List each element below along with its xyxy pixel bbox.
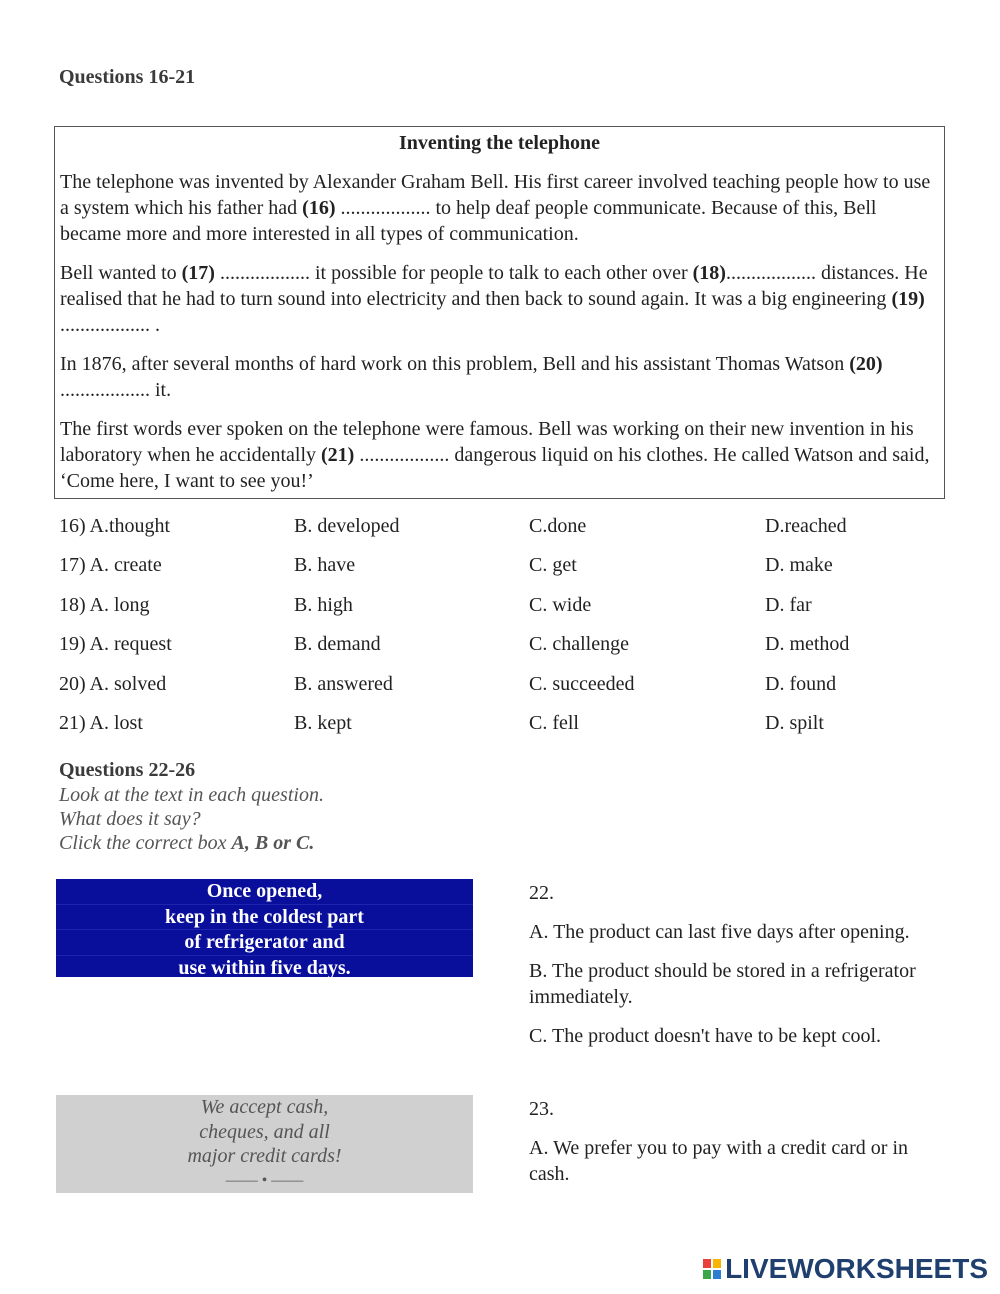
option-18-b[interactable]: B. high: [294, 594, 353, 616]
sign-22-line-3: of refrigerator and: [56, 930, 473, 956]
option-21-a[interactable]: 21) A. lost: [59, 712, 143, 734]
option-20-c[interactable]: C. succeeded: [529, 673, 635, 695]
options-row-20: [59, 673, 959, 699]
options-row-18: [59, 594, 959, 620]
question-22-option-a[interactable]: A. The product can last five days after opening.: [529, 921, 910, 943]
options-row-21: [59, 712, 959, 738]
passage-paragraph-3: In 1876, after several months of hard work on this problem, Bell and his assistant Thomas Watson (20) .................. it.: [60, 353, 883, 401]
notice-sign-23: [56, 1095, 473, 1193]
question-22: [529, 880, 949, 1049]
notice-sign-22: [56, 879, 473, 977]
option-19-d[interactable]: D. method: [765, 633, 850, 655]
gap-16-label: (16): [302, 197, 336, 219]
question-23-number: 23.: [529, 1098, 554, 1120]
gap-19: .................. .: [60, 314, 160, 336]
gap-16: .................. to help deaf people communicate. Because of this, Bell became more and more interested in all types of communication.: [60, 197, 877, 245]
option-18-c[interactable]: C. wide: [529, 594, 592, 616]
option-19-b[interactable]: B. demand: [294, 633, 381, 655]
gap-21: .................. dangerous liquid on his clothes. He called Watson and said, ‘Come here, I want to see you!’: [60, 444, 930, 492]
instructions: [59, 783, 324, 855]
passage-box: [54, 126, 945, 499]
passage-title: Inventing the telephone: [398, 132, 601, 154]
gap-17-label: (17): [181, 262, 215, 284]
passage-paragraph-1: The telephone was invented by Alexander Graham Bell. His first career involved teaching people how to use a system which his father had (16) .................. to help deaf people communicate. Because of this, Bell became more and more interested in all types of communication.: [60, 171, 931, 245]
sign-22-line-2: keep in the coldest part: [56, 905, 473, 931]
option-16-d[interactable]: D.reached: [765, 515, 847, 537]
option-17-c[interactable]: C. get: [529, 554, 577, 576]
sign-23-line-1: We accept cash,: [200, 1096, 329, 1118]
liveworksheets-logo-icon: [702, 1257, 722, 1281]
instruction-line-2: What does it say?: [59, 808, 201, 830]
option-21-c[interactable]: C. fell: [529, 712, 579, 734]
question-22-number: 22.: [529, 882, 554, 904]
option-21-d[interactable]: D. spilt: [765, 712, 824, 734]
option-19-a[interactable]: 19) A. request: [59, 633, 172, 655]
liveworksheets-logo[interactable]: [702, 1253, 988, 1285]
section-heading-22-26: Questions 22-26: [59, 759, 196, 781]
sign-23-line-3: major credit cards!: [187, 1145, 342, 1167]
option-18-d[interactable]: D. far: [765, 594, 812, 616]
passage-paragraph-2: Bell wanted to (17) .................. it possible for people to talk to each other over (18).................. distances. He realised that he had to turn sound into electricity and then back to sound again. It was a big engineering (19) .................. .: [60, 262, 928, 336]
section-heading-16-21: Questions 16-21: [59, 66, 196, 88]
option-17-d[interactable]: D. make: [765, 554, 833, 576]
gap-17: .................. it possible for people to talk to each other over: [214, 262, 693, 284]
options-row-16: [59, 515, 959, 541]
option-17-b[interactable]: B. have: [294, 554, 356, 576]
instruction-line-3: Click the correct box A, B or C.: [59, 832, 315, 854]
option-16-b[interactable]: B. developed: [294, 515, 400, 537]
option-21-b[interactable]: B. kept: [294, 712, 352, 734]
logo-text: LIVEWORKSHEETS: [725, 1253, 988, 1284]
sign-22-line-1: Once opened,: [56, 879, 473, 905]
question-22-option-b[interactable]: B. The product should be stored in a refrigerator immediately.: [529, 960, 916, 1008]
instruction-line-1: Look at the text in each question.: [59, 784, 324, 806]
option-19-c[interactable]: C. challenge: [529, 633, 629, 655]
option-17-a[interactable]: 17) A. create: [59, 554, 162, 576]
option-16-c[interactable]: C.done: [529, 515, 587, 537]
question-22-option-c[interactable]: C. The product doesn't have to be kept cool.: [529, 1025, 882, 1047]
option-20-a[interactable]: 20) A. solved: [59, 673, 167, 695]
gap-18: .................. distances. He realised that he had to turn sound into electricity and then back to sound again. It was a big engineering: [60, 262, 928, 310]
option-16-a[interactable]: 16) A.thought: [59, 515, 171, 537]
passage-paragraph-4: The first words ever spoken on the telephone were famous. Bell was working on their new invention in his laboratory when he accidentally (21) .................. dangerous liquid on his clothes. He called Watson and said, ‘Come here, I want to see you!’: [60, 418, 930, 492]
gap-18-label: (18): [692, 262, 726, 284]
sign-23-line-2: cheques, and all: [199, 1120, 330, 1143]
question-23: [529, 1096, 949, 1187]
option-18-a[interactable]: 18) A. long: [59, 594, 150, 616]
option-20-d[interactable]: D. found: [765, 673, 837, 695]
sign-22-line-4: use within five days.: [178, 956, 351, 979]
question-23-option-a[interactable]: A. We prefer you to pay with a credit card or in cash.: [529, 1137, 908, 1185]
sign-23-divider: —— • ——: [225, 1171, 304, 1189]
gap-19-label: (19): [891, 288, 925, 310]
gap-21-label: (21): [321, 444, 355, 466]
option-20-b[interactable]: B. answered: [294, 673, 393, 695]
gap-20: .................. it.: [60, 379, 172, 401]
options-row-17: [59, 554, 959, 580]
gap-20-label: (20): [849, 353, 883, 375]
options-row-19: [59, 633, 959, 659]
